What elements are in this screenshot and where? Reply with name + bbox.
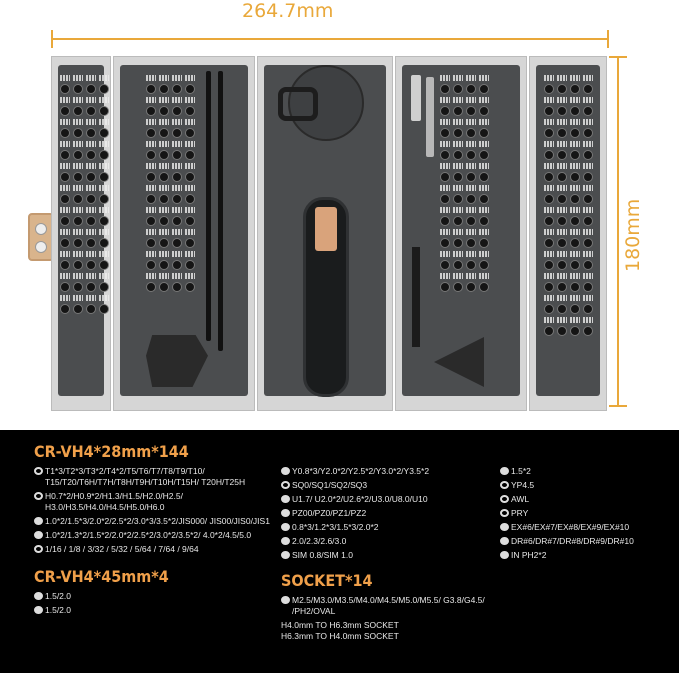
square-icon: [281, 481, 290, 489]
spec-heading: CR-VH4*28mm*144: [34, 442, 189, 461]
spec-item: AWL: [500, 494, 675, 505]
y-point-icon: [500, 481, 509, 489]
bit-panel-with-pen-tools: [113, 56, 255, 411]
spec-item: 1.5*2: [500, 466, 675, 477]
spec-item: 2.0/2.3/2.6/3.0: [281, 536, 491, 547]
dimension-cap: [51, 30, 53, 48]
in-ph-icon: [500, 551, 509, 559]
triangle-icon: [281, 537, 290, 545]
driver-copper-accent: [315, 207, 337, 251]
spec-item: Y0.8*3/Y2.0*2/Y2.5*2/Y3.0*2/Y3.5*2: [281, 466, 491, 477]
slotted-icon: [34, 531, 43, 539]
specs-column-1: [34, 442, 274, 619]
height-dimension-label: 180mm: [622, 198, 644, 272]
cross-icon: [500, 467, 509, 475]
spec-heading: SOCKET*14: [281, 571, 373, 590]
phillips-icon: [34, 517, 43, 525]
slotted-icon: [34, 606, 43, 614]
spec-item: 1.0*2/1.5*3/2.0*2/2.5*2/3.0*3/3.5*2/JIS000/ JIS00/JIS0/JIS1: [34, 516, 274, 527]
spec-item: IN PH2*2: [500, 550, 675, 561]
dimension-cap: [607, 30, 609, 48]
specs-column-3: [500, 466, 675, 564]
pry-icon: [500, 509, 509, 517]
dr-icon: [500, 537, 509, 545]
dimension-cap: [609, 405, 627, 407]
spec-item: H0.7*2/H0.9*2/H1.3/H1.5/H2.0/H2.5/ H3.0/H3.5/H4.0/H4.5/H5.0/H6.0: [34, 491, 274, 513]
pozidriv-icon: [281, 509, 290, 517]
spec-item: 0.8*3/1.2*3/1.5*3/2.0*2: [281, 522, 491, 533]
spec-item: 1.5/2.0: [34, 591, 274, 602]
width-dimension-label: 264.7mm: [242, 0, 334, 22]
socket-and-extension-panel: [395, 56, 527, 411]
suction-cup-holder: [278, 87, 318, 121]
spec-item: DR#6/DR#7/DR#8/DR#9/DR#10: [500, 536, 675, 547]
height-dimension-line: [617, 56, 619, 406]
spec-line: H6.3mm TO H4.0mm SOCKET: [281, 631, 399, 641]
spec-item: SIM 0.8/SIM 1.0: [281, 550, 491, 561]
spec-item: EX#6/EX#7/EX#8/EX#9/EX#10: [500, 522, 675, 533]
precision-driver: [412, 247, 420, 347]
left-bit-panel: [51, 56, 111, 411]
right-bit-panel: [529, 56, 607, 411]
torx-icon: [34, 467, 43, 475]
spec-item: T1*3/T2*3/T3*2/T4*2/T5/T6/T7/T8/T9/T10/ T15/T20/T6H/T7H/T8H/T9H/T10H/T15H/ T20H/T25H: [34, 466, 274, 488]
extension-bar: [426, 77, 434, 157]
dimension-cap: [609, 56, 627, 58]
ex-icon: [500, 523, 509, 531]
spec-item: U1.7/ U2.0*2/U2.6*2/U3.0/U8.0/U10: [281, 494, 491, 505]
pentalobe-icon: [281, 523, 290, 531]
bit-grid: [60, 75, 109, 314]
hex-icon: [34, 492, 43, 500]
spec-line: H4.0mm TO H6.3mm SOCKET: [281, 620, 399, 630]
spec-item: M2.5/M3.0/M3.5/M4.0/M4.5/M5.0/M5.5/ G3.8/G4.5/ /PH2/OVAL: [281, 595, 491, 617]
bit-grid: [544, 75, 593, 336]
u-shape-icon: [281, 495, 290, 503]
hex-inch-icon: [34, 545, 43, 553]
phillips-icon: [34, 592, 43, 600]
sim-icon: [281, 551, 290, 559]
precision-tool: [218, 71, 223, 351]
socket-icon: [281, 596, 290, 604]
spec-item: YP4.5: [500, 480, 675, 491]
spec-item: PRY: [500, 508, 675, 519]
precision-tool: [206, 71, 211, 341]
spec-item: 1.5/2.0: [34, 605, 274, 616]
bit-grid: [440, 75, 489, 292]
specs-section: [0, 430, 679, 673]
center-panel-driver: [257, 56, 393, 411]
spec-item: SQ0/SQ1/SQ2/SQ3: [281, 480, 491, 491]
awl-icon: [500, 495, 509, 503]
specs-column-2: [281, 466, 491, 642]
spec-item: PZ00/PZ0/PZ1/PZ2: [281, 508, 491, 519]
bit-grid: [146, 75, 195, 292]
spec-item: 1.0*2/1.3*2/1.5*2/2.0*2/2.5*2/3.0*2/3.5*2/ 4.0*2/4.5/5.0: [34, 530, 274, 541]
spec-item: 1/16 / 1/8 / 3/32 / 5/32 / 5/64 / 7/64 / 9/64: [34, 544, 274, 555]
tri-wing-icon: [281, 467, 290, 475]
width-dimension-line: [51, 38, 609, 40]
extension-bar: [411, 75, 421, 121]
spec-heading: CR-VH4*45mm*4: [34, 567, 169, 586]
